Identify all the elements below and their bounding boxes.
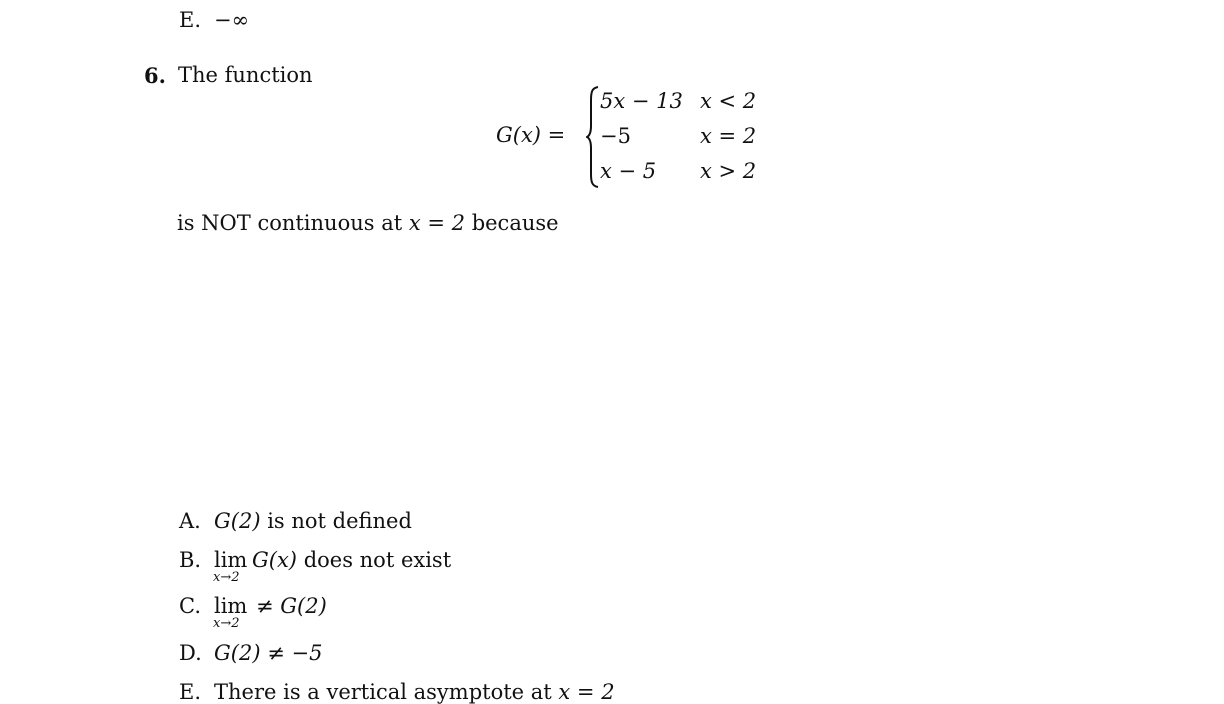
option-e-letter[interactable]: E.: [179, 680, 202, 704]
option-c-text[interactable]: ≠ G(2): [256, 594, 327, 618]
left-brace-icon: [586, 86, 600, 188]
question-number: 6.: [144, 63, 166, 88]
case-1-expression: 5x − 13: [600, 89, 683, 113]
option-e-math: x = 2: [558, 680, 615, 704]
prev-option-e-letter: E.: [179, 8, 202, 32]
option-a-rest: is not defined: [260, 509, 412, 533]
case-2-expression: −5: [600, 124, 631, 148]
option-e-rest: There is a vertical asymptote at: [214, 680, 559, 704]
case-3-expression: x − 5: [600, 159, 657, 183]
function-lhs: G(x) =: [496, 123, 566, 147]
case-3-condition: x > 2: [700, 159, 757, 183]
option-c-lim: lim: [214, 594, 248, 618]
option-e-text[interactable]: [214, 682, 615, 703]
stem-math: x = 2: [408, 211, 465, 235]
option-b-text[interactable]: [252, 550, 451, 571]
stem-text-b: because: [471, 211, 559, 235]
option-b-lim: lim: [214, 548, 248, 572]
case-1-condition: x < 2: [700, 89, 757, 113]
option-b-lim-subscript: x→2: [213, 570, 240, 585]
option-b-math: G(x): [252, 548, 298, 572]
option-b-letter[interactable]: B.: [179, 548, 202, 572]
question-stem: [177, 213, 559, 234]
option-c-lim-subscript: x→2: [213, 616, 240, 631]
question-intro: The function: [178, 63, 313, 87]
option-a-math: G(2): [214, 509, 261, 533]
case-2-condition: x = 2: [700, 124, 757, 148]
option-a-letter[interactable]: A.: [179, 509, 201, 533]
prev-option-e-text: −∞: [214, 8, 250, 32]
option-d-letter[interactable]: D.: [179, 641, 202, 665]
option-c-letter[interactable]: C.: [179, 594, 201, 618]
option-d-text[interactable]: G(2) ≠ −5: [214, 641, 323, 665]
option-a-text[interactable]: [214, 511, 412, 532]
option-b-rest: does not exist: [297, 548, 452, 572]
stem-text-a: is NOT continuous at: [177, 211, 403, 235]
